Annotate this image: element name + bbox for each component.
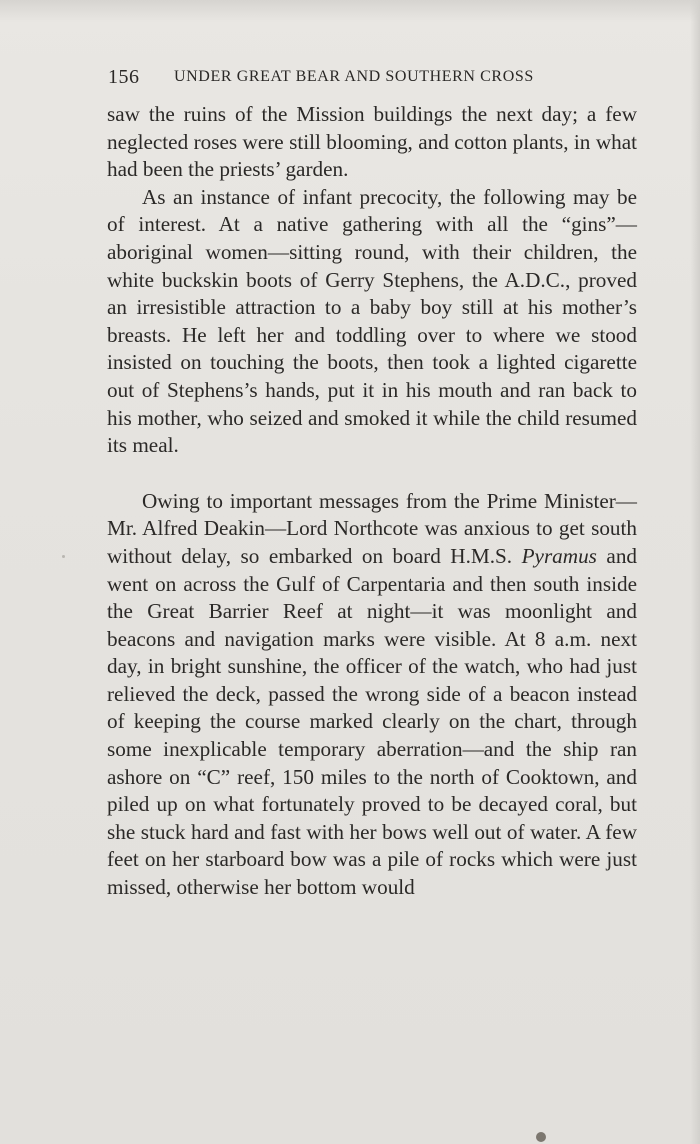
paragraph-text-start: Owing to important messages from the Prime Minister—Mr. Alfred Deakin—Lord Northcote was anxious to get south without delay, so embarked on board H.M.S. <box>107 488 637 568</box>
page-top-shadow <box>0 0 700 22</box>
body-text <box>107 101 637 902</box>
page-edge-shadow <box>690 0 700 1144</box>
ship-name: Pyramus <box>521 543 597 568</box>
paragraph-infant-precocity: As an instance of infant precocity, the following may be of interest. At a native gathering with all the “gins”—aboriginal women—sitting round, with their children, the white buckskin boots of Gerry Stephens, the A.D.C., proved an irresistible attraction to a baby boy still at his mother’s breasts. He left her and toddling over to where we stood insisted on touching the boots, then took a lighted cigarette out of Stephens’s hands, put it in his mouth and ran back to his mother, who seized and smoked it while the child resumed its meal. <box>107 184 637 458</box>
paper-speck <box>62 555 65 558</box>
page-header <box>108 66 638 90</box>
paragraph-text-end: and went on across the Gulf of Carpentaria and then south inside the Great Barrier Reef at night—it was moonlight and beacons and navigation marks were visible. At 8 a.m. next day, in bright sunshine, the officer of the watch, who had just relieved the deck, passed the wrong side of a beacon instead of keeping the course marked clearly on the chart, through some inexplicable temporary aberration—and the ship ran ashore on “C” reef, 150 miles to the north of Cooktown, and piled up on what fortunately proved to be decayed coral, but she stuck hard and fast with her bows well out of water. A few feet on her starboard bow was a pile of rocks which were just missed, otherwise her bottom would <box>107 543 638 900</box>
paragraph-pyramus-grounding <box>107 488 637 902</box>
paragraph-mission-ruins: saw the ruins of the Mission buildings the next day; a few neglected roses were still blooming, and cotton plants, in what had been the priests’ garden. <box>107 102 637 182</box>
paper-mark <box>536 1132 546 1142</box>
running-head: UNDER GREAT BEAR AND SOUTHERN CROSS <box>174 68 534 85</box>
page-number: 156 <box>108 66 140 88</box>
